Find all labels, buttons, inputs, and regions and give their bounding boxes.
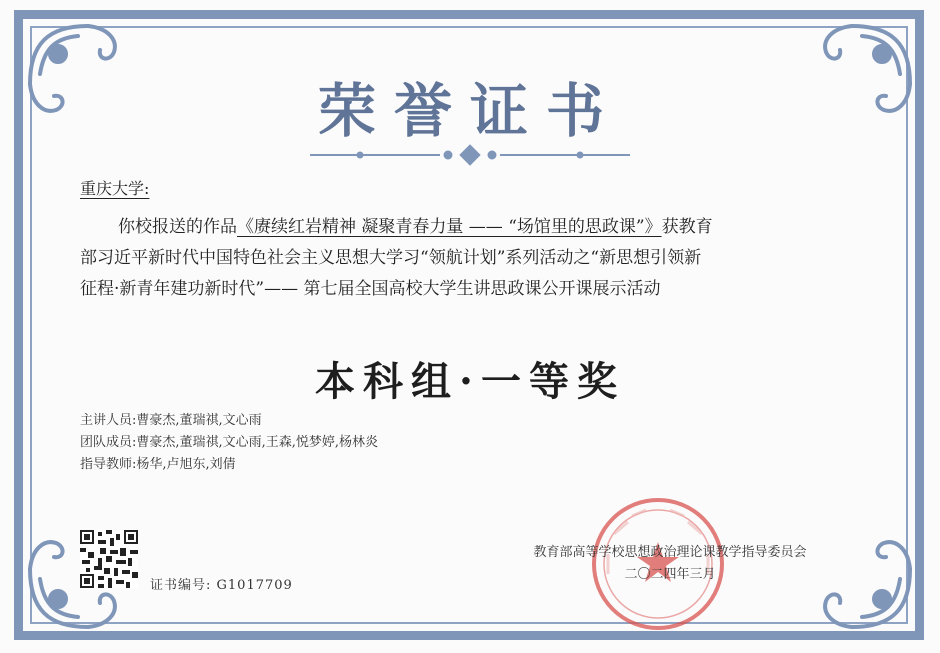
citation-line-3: 征程·新青年建功新时代”—— 第七届全国高校大学生讲思政课公开课展示活动	[80, 279, 661, 299]
award-title: 本科组·一等奖	[315, 358, 625, 405]
speakers: 主讲人员:曹豪杰,董瑞祺,文心雨	[80, 413, 262, 428]
citation-line-1	[80, 212, 860, 243]
qr-code-icon	[80, 530, 138, 588]
team-members: 团队成员:曹豪杰,董瑞祺,文心雨,王森,悦梦婷,杨林炎	[80, 435, 379, 450]
certificate-title: 荣誉证书	[317, 77, 622, 145]
title-divider-ornament-icon	[300, 142, 640, 168]
citation-after-work: 获教育	[661, 217, 713, 237]
recipient: 重庆大学:	[80, 179, 150, 198]
work-title: 《赓续红岩精神 凝聚青春力量 —— “场馆里的思政课”》	[237, 217, 662, 237]
citation-prefix: 你校报送的作品	[118, 217, 237, 237]
certificate-number: 证书编号: G1017709	[150, 578, 293, 593]
participants	[80, 410, 378, 476]
issuer-name: 教育部高等学校思想政治理论课教学指导委员会	[533, 545, 807, 560]
issue-date: 二〇二四年三月	[624, 567, 716, 582]
advisors: 指导教师:杨华,卢旭东,刘倩	[80, 457, 236, 472]
citation-body	[80, 212, 860, 305]
citation-line-2: 部习近平新时代中国特色社会主义思想大学习“领航计划”系列活动之“新思想引领新	[80, 248, 702, 268]
issuer-block	[490, 542, 850, 586]
